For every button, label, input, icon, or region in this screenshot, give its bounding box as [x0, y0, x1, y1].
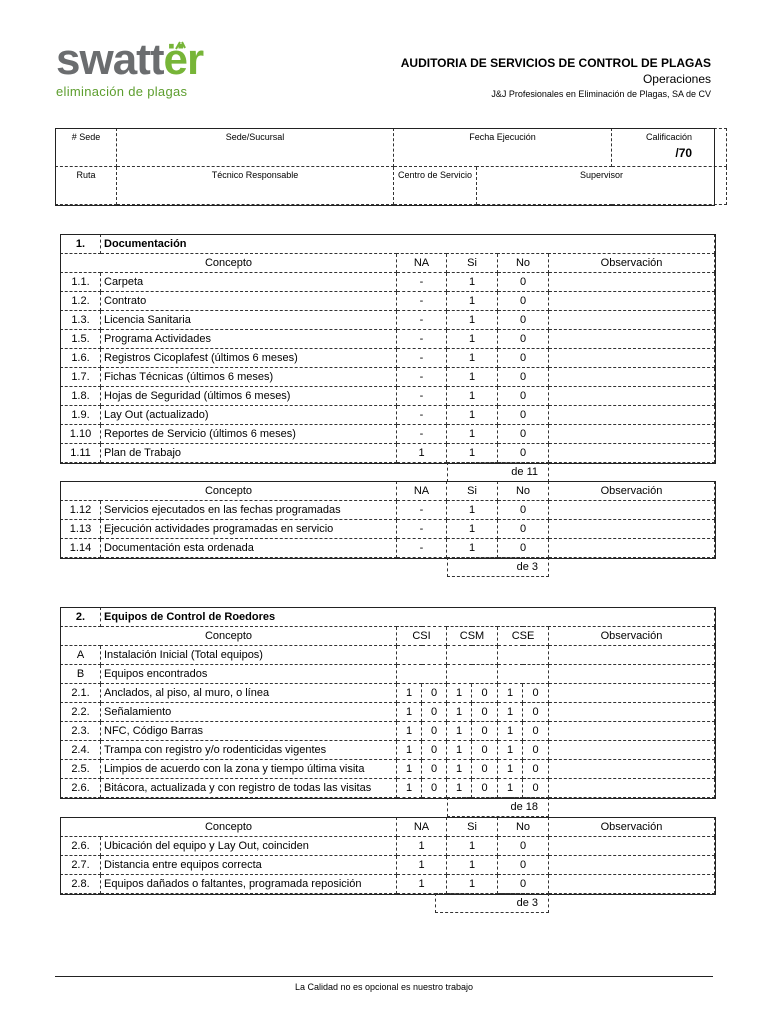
- col-no: No: [498, 254, 549, 273]
- no-value: 0: [498, 349, 549, 368]
- table-row: [61, 875, 715, 894]
- item-number: 1.10: [61, 425, 101, 444]
- observation-cell[interactable]: [549, 856, 715, 875]
- na-value: -: [397, 501, 447, 520]
- csi-no-value: 0: [422, 779, 447, 798]
- observation-cell[interactable]: [549, 703, 715, 722]
- csi-no-value: 0: [422, 684, 447, 703]
- item-number: 1.5.: [61, 330, 101, 349]
- csm-yes-value: 1: [447, 760, 472, 779]
- ruta-label: Ruta: [56, 167, 117, 205]
- cse-no-value: 0: [523, 722, 549, 741]
- item-number: 2.3.: [61, 722, 101, 741]
- table-row: [61, 520, 715, 539]
- si-value: 1: [447, 368, 498, 387]
- table-row: [61, 501, 715, 520]
- item-concept: Carpeta: [101, 273, 397, 292]
- si-value: 1: [447, 292, 498, 311]
- item-number: 2.2.: [61, 703, 101, 722]
- si-value: 1: [447, 444, 498, 463]
- section1-table: [60, 234, 715, 463]
- table-row: [61, 273, 715, 292]
- item-letter: A: [61, 646, 101, 665]
- col-na: NA: [397, 254, 447, 273]
- csm-yes-value: 1: [447, 703, 472, 722]
- no-value: 0: [498, 425, 549, 444]
- observation-cell[interactable]: [549, 722, 715, 741]
- table-row: [61, 684, 715, 703]
- csi-no-value: 0: [422, 703, 447, 722]
- section2-title: Equipos de Control de Roedores: [101, 608, 715, 627]
- csi-no-value: 0: [422, 722, 447, 741]
- item-concept: Documentación esta ordenada: [101, 539, 397, 558]
- csm-yes-value: 1: [447, 779, 472, 798]
- section2-table: [60, 607, 715, 798]
- si-value: 1: [447, 349, 498, 368]
- no-value: 0: [498, 837, 549, 856]
- cse-no-value: 0: [523, 760, 549, 779]
- csm-yes-value: 1: [447, 684, 472, 703]
- na-value: 1: [397, 837, 447, 856]
- csm-yes-value: 1: [447, 741, 472, 760]
- item-number: 1.7.: [61, 368, 101, 387]
- cse-no-value: 0: [523, 741, 549, 760]
- cse-cell[interactable]: [498, 665, 549, 684]
- col-observacion: Observación: [549, 482, 715, 501]
- csm-cell[interactable]: [447, 646, 498, 665]
- csm-no-value: 0: [472, 684, 498, 703]
- item-concept: Plan de Trabajo: [101, 444, 397, 463]
- na-value: -: [397, 311, 447, 330]
- table-row: [61, 349, 715, 368]
- col-si: Si: [447, 254, 498, 273]
- item-number: 1.9.: [61, 406, 101, 425]
- col-na: NA: [397, 482, 447, 501]
- item-number: 1.14: [61, 539, 101, 558]
- csi-yes-value: 1: [397, 684, 422, 703]
- col-csi: CSI: [397, 627, 447, 646]
- csi-yes-value: 1: [397, 779, 422, 798]
- item-number: 2.4.: [61, 741, 101, 760]
- csi-yes-value: 1: [397, 760, 422, 779]
- na-value: -: [397, 387, 447, 406]
- section2-total-a: [447, 797, 549, 817]
- item-concept: Equipos encontrados: [101, 665, 397, 684]
- csm-cell[interactable]: [447, 665, 498, 684]
- na-value: -: [397, 425, 447, 444]
- table-row: [61, 856, 715, 875]
- item-letter: B: [61, 665, 101, 684]
- document-title: AUDITORIA DE SERVICIOS DE CONTROL DE PLAGAS: [400, 56, 711, 70]
- na-value: -: [397, 330, 447, 349]
- col-si: Si: [447, 482, 498, 501]
- observation-cell[interactable]: [549, 444, 715, 463]
- logo-text-gray: swatt: [56, 35, 164, 84]
- na-value: -: [397, 520, 447, 539]
- item-concept: Fichas Técnicas (últimos 6 meses): [101, 368, 397, 387]
- item-concept: Trampa con registro y/o rodenticidas vigentes: [101, 741, 397, 760]
- si-value: 1: [447, 520, 498, 539]
- section1-total-a-value: de 11: [448, 463, 549, 482]
- csi-cell[interactable]: [397, 665, 447, 684]
- na-value: -: [397, 539, 447, 558]
- observation-cell[interactable]: [549, 349, 715, 368]
- csm-no-value: 0: [472, 779, 498, 798]
- table-row: [61, 722, 715, 741]
- cse-no-value: 0: [523, 703, 549, 722]
- section2-number: 2.: [61, 608, 101, 627]
- calificacion-cell: [612, 129, 727, 167]
- table-row: [61, 425, 715, 444]
- table-row: [61, 387, 715, 406]
- observation-cell[interactable]: [549, 837, 715, 856]
- sede-label: Sede/Sucursal: [117, 129, 394, 167]
- si-value: 1: [447, 501, 498, 520]
- item-concept: Señalamiento: [101, 703, 397, 722]
- section1-title: Documentación: [101, 235, 715, 254]
- observation-cell[interactable]: [549, 760, 715, 779]
- section1b-header-row: [61, 482, 715, 501]
- observation-cell[interactable]: [549, 665, 715, 684]
- logo-text-green: ër: [163, 35, 204, 84]
- cse-yes-value: 1: [498, 741, 523, 760]
- item-concept: Hojas de Seguridad (últimos 6 meses): [101, 387, 397, 406]
- supervisor-label: Supervisor: [477, 167, 727, 205]
- col-concepto: Concepto: [61, 627, 397, 646]
- calificacion-value: /70: [675, 146, 693, 160]
- item-concept: Registros Cicoplafest (últimos 6 meses): [101, 349, 397, 368]
- col-observacion: Observación: [549, 818, 715, 837]
- table-row: [61, 837, 715, 856]
- na-value: -: [397, 368, 447, 387]
- cse-yes-value: 1: [498, 760, 523, 779]
- csi-yes-value: 1: [397, 703, 422, 722]
- col-concepto: Concepto: [61, 482, 397, 501]
- na-value: 1: [397, 856, 447, 875]
- col-no: No: [498, 482, 549, 501]
- section1-total-a: [447, 462, 549, 482]
- si-value: 1: [447, 311, 498, 330]
- item-number: 2.6.: [61, 779, 101, 798]
- si-value: 1: [447, 406, 498, 425]
- item-number: 1.6.: [61, 349, 101, 368]
- observation-cell[interactable]: [549, 330, 715, 349]
- leaf-icon: [174, 40, 188, 50]
- table-row: [61, 444, 715, 463]
- table-row: [61, 292, 715, 311]
- no-value: 0: [498, 875, 549, 894]
- si-value: 1: [447, 387, 498, 406]
- item-number: 1.12: [61, 501, 101, 520]
- no-value: 0: [498, 539, 549, 558]
- table-row: [61, 779, 715, 798]
- observation-cell[interactable]: [549, 406, 715, 425]
- item-concept: Licencia Sanitaria: [101, 311, 397, 330]
- item-concept: NFC, Código Barras: [101, 722, 397, 741]
- item-number: 2.1.: [61, 684, 101, 703]
- si-value: 1: [447, 837, 498, 856]
- cse-no-value: 0: [523, 779, 549, 798]
- col-observacion: Observación: [549, 627, 715, 646]
- section2b-header-row: [61, 818, 715, 837]
- item-concept: Limpios de acuerdo con la zona y tiempo última visita: [101, 760, 397, 779]
- section1b-table: [60, 481, 715, 558]
- fecha-label: Fecha Ejecución: [394, 129, 612, 167]
- no-value: 0: [498, 387, 549, 406]
- na-value: -: [397, 273, 447, 292]
- table-row: [61, 330, 715, 349]
- item-concept: Ubicación del equipo y Lay Out, coinciden: [101, 837, 397, 856]
- section2-total-b-value: de 3: [436, 894, 549, 913]
- table-row: [61, 760, 715, 779]
- item-concept: Bitácora, actualizada y con registro de todas las visitas: [101, 779, 397, 798]
- table-row: [61, 368, 715, 387]
- observation-cell[interactable]: [549, 311, 715, 330]
- csi-yes-value: 1: [397, 722, 422, 741]
- observation-cell[interactable]: [549, 425, 715, 444]
- item-number: 1.1.: [61, 273, 101, 292]
- table-row: [61, 406, 715, 425]
- csi-no-value: 0: [422, 760, 447, 779]
- item-number: 1.13: [61, 520, 101, 539]
- item-concept: Lay Out (actualizado): [101, 406, 397, 425]
- cse-no-value: 0: [523, 684, 549, 703]
- col-concepto: Concepto: [61, 254, 397, 273]
- si-value: 1: [447, 875, 498, 894]
- audit-info-table: [55, 128, 727, 205]
- observation-cell[interactable]: [549, 539, 715, 558]
- observation-cell[interactable]: [549, 273, 715, 292]
- document-subtitle: Operaciones: [642, 72, 711, 86]
- item-concept: Ejecución actividades programadas en servicio: [101, 520, 397, 539]
- section2b-table: [60, 817, 715, 894]
- cse-yes-value: 1: [498, 684, 523, 703]
- item-concept: Distancia entre equipos correcta: [101, 856, 397, 875]
- csm-no-value: 0: [472, 722, 498, 741]
- observation-cell[interactable]: [549, 875, 715, 894]
- item-concept: Servicios ejecutados en las fechas programadas: [101, 501, 397, 520]
- observation-cell[interactable]: [549, 646, 715, 665]
- item-concept: Programa Actividades: [101, 330, 397, 349]
- table-row: [61, 646, 715, 665]
- col-cse: CSE: [498, 627, 549, 646]
- section1-number: 1.: [61, 235, 101, 254]
- na-value: 1: [397, 444, 447, 463]
- no-value: 0: [498, 273, 549, 292]
- no-value: 0: [498, 368, 549, 387]
- section1-total-b: [447, 557, 549, 577]
- col-observacion: Observación: [549, 254, 715, 273]
- observation-cell[interactable]: [549, 779, 715, 798]
- table-row: [61, 703, 715, 722]
- item-number: 1.8.: [61, 387, 101, 406]
- table-row: [61, 741, 715, 760]
- col-si: Si: [447, 818, 498, 837]
- section1-total-b-value: de 3: [448, 558, 549, 577]
- cse-cell[interactable]: [498, 646, 549, 665]
- no-value: 0: [498, 856, 549, 875]
- item-number: 2.6.: [61, 837, 101, 856]
- na-value: -: [397, 406, 447, 425]
- item-number: 2.8.: [61, 875, 101, 894]
- item-number: 2.5.: [61, 760, 101, 779]
- cse-yes-value: 1: [498, 703, 523, 722]
- observation-cell[interactable]: [549, 292, 715, 311]
- centro-label: Centro de Servicio: [394, 167, 477, 205]
- sede-number-label: # Sede: [56, 129, 117, 167]
- observation-cell[interactable]: [549, 501, 715, 520]
- no-value: 0: [498, 311, 549, 330]
- item-number: 2.7.: [61, 856, 101, 875]
- no-value: 0: [498, 520, 549, 539]
- col-no: No: [498, 818, 549, 837]
- observation-cell[interactable]: [549, 387, 715, 406]
- logo-tagline: eliminación de plagas: [56, 84, 188, 99]
- si-value: 1: [447, 539, 498, 558]
- na-value: 1: [397, 875, 447, 894]
- col-na: NA: [397, 818, 447, 837]
- si-value: 1: [447, 330, 498, 349]
- footer-divider: [55, 976, 713, 977]
- no-value: 0: [498, 444, 549, 463]
- section2-header-row: [61, 627, 715, 646]
- item-concept: Contrato: [101, 292, 397, 311]
- table-row: [61, 539, 715, 558]
- item-concept: Instalación Inicial (Total equipos): [101, 646, 397, 665]
- table-row: [61, 311, 715, 330]
- no-value: 0: [498, 330, 549, 349]
- item-concept: Equipos dañados o faltantes, programada reposición: [101, 875, 397, 894]
- tecnico-label: Técnico Responsable: [117, 167, 394, 205]
- csm-no-value: 0: [472, 741, 498, 760]
- section1-header-row: [61, 254, 715, 273]
- si-value: 1: [447, 856, 498, 875]
- observation-cell[interactable]: [549, 520, 715, 539]
- col-concepto: Concepto: [61, 818, 397, 837]
- company-name: J&J Profesionales en Eliminación de Plagas, SA de CV: [491, 89, 711, 99]
- cse-yes-value: 1: [498, 722, 523, 741]
- table-row: [61, 665, 715, 684]
- item-number: 1.3.: [61, 311, 101, 330]
- section2-total-b: [435, 893, 549, 913]
- si-value: 1: [447, 273, 498, 292]
- section2-total-a-value: de 18: [448, 798, 549, 817]
- csm-yes-value: 1: [447, 722, 472, 741]
- csi-yes-value: 1: [397, 741, 422, 760]
- no-value: 0: [498, 406, 549, 425]
- calificacion-label: Calificación: [646, 132, 693, 142]
- observation-cell[interactable]: [549, 741, 715, 760]
- csi-no-value: 0: [422, 741, 447, 760]
- observation-cell[interactable]: [549, 368, 715, 387]
- csm-no-value: 0: [472, 703, 498, 722]
- observation-cell[interactable]: [549, 684, 715, 703]
- item-concept: Anclados, al piso, al muro, o línea: [101, 684, 397, 703]
- na-value: -: [397, 292, 447, 311]
- col-csm: CSM: [447, 627, 498, 646]
- item-concept: Reportes de Servicio (últimos 6 meses): [101, 425, 397, 444]
- si-value: 1: [447, 425, 498, 444]
- csi-cell[interactable]: [397, 646, 447, 665]
- item-number: 1.11: [61, 444, 101, 463]
- item-number: 1.2.: [61, 292, 101, 311]
- no-value: 0: [498, 292, 549, 311]
- no-value: 0: [498, 501, 549, 520]
- csm-no-value: 0: [472, 760, 498, 779]
- footer-slogan: La Calidad no es opcional es nuestro trabajo: [294, 982, 474, 992]
- na-value: -: [397, 349, 447, 368]
- cse-yes-value: 1: [498, 779, 523, 798]
